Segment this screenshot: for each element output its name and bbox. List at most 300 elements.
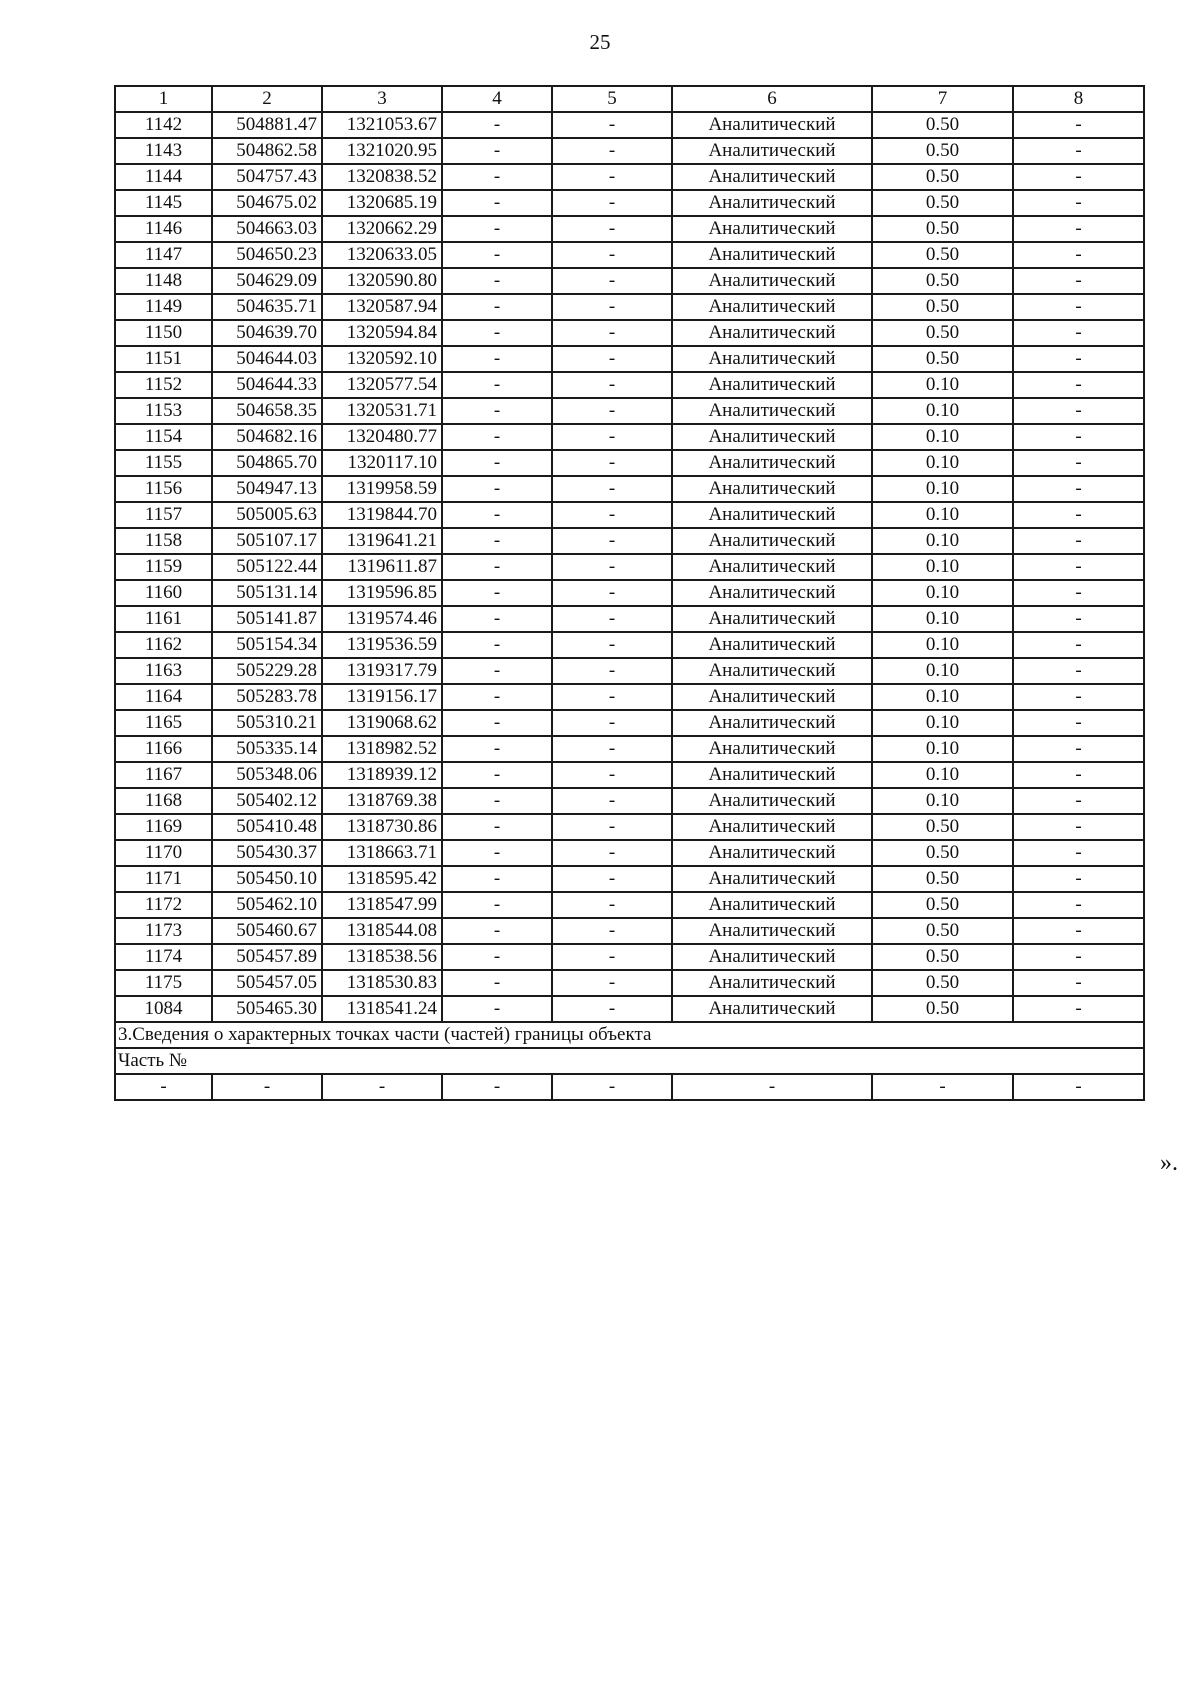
- table-row: [115, 398, 1144, 424]
- table-cell-col-4: -: [442, 216, 552, 242]
- table-cell-col-3: 1320633.05: [322, 242, 442, 268]
- table-cell-col-4: -: [442, 580, 552, 606]
- table-cell-col-7: 0.10: [872, 658, 1013, 684]
- table-cell-col-4: -: [442, 554, 552, 580]
- empty-cell-col-3: -: [322, 1074, 442, 1100]
- table-cell-col-2: 505450.10: [212, 866, 322, 892]
- table-cell-col-7: 0.10: [872, 788, 1013, 814]
- table-cell-col-1: 1156: [115, 476, 212, 502]
- section-title: 3.Сведения о характерных точках части (частей) границы объекта: [115, 1022, 1144, 1048]
- table-cell-col-8: -: [1013, 320, 1144, 346]
- table-cell-col-6: Аналитический: [672, 528, 872, 554]
- table-cell-col-7: 0.50: [872, 970, 1013, 996]
- column-header-1: 1: [115, 86, 212, 112]
- table-row: [115, 268, 1144, 294]
- table-row: [115, 658, 1144, 684]
- table-cell-col-8: -: [1013, 996, 1144, 1022]
- table-cell-col-2: 505141.87: [212, 606, 322, 632]
- table-cell-col-2: 504644.33: [212, 372, 322, 398]
- table-cell-col-1: 1164: [115, 684, 212, 710]
- table-cell-col-8: -: [1013, 866, 1144, 892]
- table-cell-col-3: 1318530.83: [322, 970, 442, 996]
- table-cell-col-6: Аналитический: [672, 866, 872, 892]
- header-row: [115, 86, 1144, 112]
- table-cell-col-7: 0.50: [872, 944, 1013, 970]
- table-cell-col-1: 1142: [115, 112, 212, 138]
- table-cell-col-3: 1319068.62: [322, 710, 442, 736]
- table-cell-col-4: -: [442, 944, 552, 970]
- table-cell-col-4: -: [442, 398, 552, 424]
- table-cell-col-2: 505462.10: [212, 892, 322, 918]
- table-cell-col-3: 1318541.24: [322, 996, 442, 1022]
- table-cell-col-6: Аналитический: [672, 632, 872, 658]
- table-cell-col-1: 1084: [115, 996, 212, 1022]
- table-row: [115, 918, 1144, 944]
- table-cell-col-1: 1143: [115, 138, 212, 164]
- table-cell-col-8: -: [1013, 346, 1144, 372]
- table-cell-col-1: 1169: [115, 814, 212, 840]
- table-row: [115, 242, 1144, 268]
- table-cell-col-8: -: [1013, 632, 1144, 658]
- table-cell-col-2: 505430.37: [212, 840, 322, 866]
- table-cell-col-3: 1318538.56: [322, 944, 442, 970]
- table-cell-col-6: Аналитический: [672, 450, 872, 476]
- table-cell-col-6: Аналитический: [672, 762, 872, 788]
- table-cell-col-7: 0.10: [872, 372, 1013, 398]
- table-cell-col-8: -: [1013, 684, 1144, 710]
- table-cell-col-4: -: [442, 684, 552, 710]
- table-cell-col-6: Аналитический: [672, 164, 872, 190]
- table-cell-col-4: -: [442, 736, 552, 762]
- table-header: [115, 86, 1144, 112]
- table-cell-col-5: -: [552, 632, 672, 658]
- table-cell-col-7: 0.10: [872, 450, 1013, 476]
- column-header-8: 8: [1013, 86, 1144, 112]
- table-cell-col-8: -: [1013, 112, 1144, 138]
- table-cell-col-1: 1155: [115, 450, 212, 476]
- table-cell-col-7: 0.10: [872, 398, 1013, 424]
- table-cell-col-8: -: [1013, 502, 1144, 528]
- table-cell-col-7: 0.10: [872, 424, 1013, 450]
- table-cell-col-6: Аналитический: [672, 346, 872, 372]
- table-row: [115, 580, 1144, 606]
- table-cell-col-6: Аналитический: [672, 372, 872, 398]
- table-cell-col-5: -: [552, 866, 672, 892]
- table-cell-col-1: 1149: [115, 294, 212, 320]
- table-cell-col-4: -: [442, 320, 552, 346]
- table-cell-col-5: -: [552, 970, 672, 996]
- table-row: [115, 216, 1144, 242]
- table-cell-col-8: -: [1013, 164, 1144, 190]
- boundary-points-table-wrapper: [114, 85, 1143, 1101]
- table-cell-col-5: -: [552, 892, 672, 918]
- table-cell-col-7: 0.50: [872, 996, 1013, 1022]
- empty-cell-col-8: -: [1013, 1074, 1144, 1100]
- table-cell-col-1: 1154: [115, 424, 212, 450]
- table-cell-col-3: 1318663.71: [322, 840, 442, 866]
- table-cell-col-7: 0.50: [872, 164, 1013, 190]
- table-cell-col-8: -: [1013, 138, 1144, 164]
- table-cell-col-6: Аналитический: [672, 112, 872, 138]
- table-cell-col-2: 505005.63: [212, 502, 322, 528]
- table-cell-col-6: Аналитический: [672, 268, 872, 294]
- table-cell-col-8: -: [1013, 788, 1144, 814]
- table-cell-col-1: 1172: [115, 892, 212, 918]
- table-cell-col-7: 0.50: [872, 294, 1013, 320]
- table-cell-col-1: 1162: [115, 632, 212, 658]
- section-title-row: [115, 1022, 1144, 1048]
- table-row: [115, 788, 1144, 814]
- table-cell-col-7: 0.10: [872, 632, 1013, 658]
- table-cell-col-5: -: [552, 580, 672, 606]
- table-cell-col-7: 0.10: [872, 736, 1013, 762]
- table-cell-col-7: 0.10: [872, 502, 1013, 528]
- table-row: [115, 372, 1144, 398]
- table-cell-col-5: -: [552, 164, 672, 190]
- table-cell-col-8: -: [1013, 840, 1144, 866]
- table-cell-col-3: 1320577.54: [322, 372, 442, 398]
- table-cell-col-2: 504644.03: [212, 346, 322, 372]
- table-cell-col-5: -: [552, 320, 672, 346]
- table-cell-col-3: 1320662.29: [322, 216, 442, 242]
- table-row: [115, 814, 1144, 840]
- table-cell-col-7: 0.50: [872, 190, 1013, 216]
- table-cell-col-2: 504881.47: [212, 112, 322, 138]
- table-cell-col-8: -: [1013, 294, 1144, 320]
- table-row: [115, 762, 1144, 788]
- table-cell-col-4: -: [442, 606, 552, 632]
- table-cell-col-2: 504682.16: [212, 424, 322, 450]
- table-cell-col-2: 504629.09: [212, 268, 322, 294]
- table-row: [115, 294, 1144, 320]
- table-cell-col-6: Аналитический: [672, 996, 872, 1022]
- table-cell-col-8: -: [1013, 710, 1144, 736]
- table-cell-col-2: 504650.23: [212, 242, 322, 268]
- table-cell-col-7: 0.10: [872, 476, 1013, 502]
- table-cell-col-7: 0.10: [872, 606, 1013, 632]
- table-cell-col-3: 1319641.21: [322, 528, 442, 554]
- table-cell-col-4: -: [442, 710, 552, 736]
- table-cell-col-3: 1319317.79: [322, 658, 442, 684]
- empty-part-row: [115, 1074, 1144, 1100]
- table-row: [115, 112, 1144, 138]
- table-cell-col-3: 1320531.71: [322, 398, 442, 424]
- table-cell-col-4: -: [442, 190, 552, 216]
- empty-cell-col-1: -: [115, 1074, 212, 1100]
- table-cell-col-6: Аналитический: [672, 398, 872, 424]
- table-row: [115, 502, 1144, 528]
- table-cell-col-7: 0.50: [872, 866, 1013, 892]
- table-cell-col-5: -: [552, 606, 672, 632]
- table-cell-col-4: -: [442, 788, 552, 814]
- table-cell-col-3: 1318595.42: [322, 866, 442, 892]
- table-cell-col-8: -: [1013, 190, 1144, 216]
- table-cell-col-2: 504947.13: [212, 476, 322, 502]
- table-cell-col-4: -: [442, 866, 552, 892]
- empty-cell-col-4: -: [442, 1074, 552, 1100]
- table-cell-col-5: -: [552, 944, 672, 970]
- table-cell-col-5: -: [552, 996, 672, 1022]
- table-cell-col-3: 1319536.59: [322, 632, 442, 658]
- table-cell-col-5: -: [552, 216, 672, 242]
- table-cell-col-5: -: [552, 840, 672, 866]
- table-cell-col-4: -: [442, 346, 552, 372]
- part-label-row: [115, 1048, 1144, 1074]
- table-cell-col-7: 0.50: [872, 892, 1013, 918]
- table-cell-col-1: 1158: [115, 528, 212, 554]
- boundary-points-table: [114, 85, 1145, 1101]
- table-cell-col-2: 505122.44: [212, 554, 322, 580]
- table-cell-col-6: Аналитический: [672, 502, 872, 528]
- table-cell-col-1: 1173: [115, 918, 212, 944]
- table-cell-col-6: Аналитический: [672, 736, 872, 762]
- table-cell-col-2: 505283.78: [212, 684, 322, 710]
- table-cell-col-7: 0.50: [872, 268, 1013, 294]
- column-header-7: 7: [872, 86, 1013, 112]
- table-cell-col-5: -: [552, 294, 672, 320]
- table-row: [115, 138, 1144, 164]
- table-cell-col-7: 0.10: [872, 528, 1013, 554]
- column-header-5: 5: [552, 86, 672, 112]
- part-label: Часть №: [115, 1048, 1144, 1074]
- table-cell-col-1: 1165: [115, 710, 212, 736]
- table-cell-col-2: 505107.17: [212, 528, 322, 554]
- table-cell-col-1: 1157: [115, 502, 212, 528]
- table-cell-col-5: -: [552, 242, 672, 268]
- table-cell-col-6: Аналитический: [672, 476, 872, 502]
- table-row: [115, 710, 1144, 736]
- table-cell-col-1: 1147: [115, 242, 212, 268]
- table-cell-col-4: -: [442, 450, 552, 476]
- table-cell-col-1: 1151: [115, 346, 212, 372]
- table-cell-col-1: 1171: [115, 866, 212, 892]
- table-row: [115, 346, 1144, 372]
- table-cell-col-4: -: [442, 918, 552, 944]
- table-cell-col-1: 1148: [115, 268, 212, 294]
- table-cell-col-2: 504865.70: [212, 450, 322, 476]
- table-cell-col-1: 1170: [115, 840, 212, 866]
- table-cell-col-4: -: [442, 294, 552, 320]
- table-cell-col-7: 0.10: [872, 710, 1013, 736]
- column-header-4: 4: [442, 86, 552, 112]
- table-cell-col-8: -: [1013, 736, 1144, 762]
- table-cell-col-8: -: [1013, 242, 1144, 268]
- table-cell-col-3: 1321020.95: [322, 138, 442, 164]
- table-cell-col-5: -: [552, 476, 672, 502]
- table-cell-col-8: -: [1013, 554, 1144, 580]
- table-cell-col-3: 1318982.52: [322, 736, 442, 762]
- table-body: [115, 112, 1144, 1022]
- table-cell-col-8: -: [1013, 216, 1144, 242]
- table-cell-col-1: 1146: [115, 216, 212, 242]
- table-cell-col-2: 504757.43: [212, 164, 322, 190]
- table-cell-col-7: 0.50: [872, 138, 1013, 164]
- table-cell-col-3: 1320587.94: [322, 294, 442, 320]
- table-cell-col-7: 0.50: [872, 216, 1013, 242]
- table-cell-col-8: -: [1013, 476, 1144, 502]
- table-cell-col-3: 1319958.59: [322, 476, 442, 502]
- table-cell-col-5: -: [552, 138, 672, 164]
- table-cell-col-7: 0.10: [872, 580, 1013, 606]
- table-cell-col-2: 505460.67: [212, 918, 322, 944]
- table-cell-col-3: 1319156.17: [322, 684, 442, 710]
- column-header-6: 6: [672, 86, 872, 112]
- table-cell-col-8: -: [1013, 424, 1144, 450]
- parts-section: [115, 1022, 1144, 1100]
- table-row: [115, 450, 1144, 476]
- table-cell-col-4: -: [442, 164, 552, 190]
- table-cell-col-3: 1318547.99: [322, 892, 442, 918]
- table-cell-col-2: 505457.05: [212, 970, 322, 996]
- table-cell-col-5: -: [552, 502, 672, 528]
- table-cell-col-6: Аналитический: [672, 944, 872, 970]
- table-cell-col-6: Аналитический: [672, 190, 872, 216]
- table-cell-col-3: 1320592.10: [322, 346, 442, 372]
- table-cell-col-5: -: [552, 398, 672, 424]
- table-cell-col-2: 504862.58: [212, 138, 322, 164]
- column-header-3: 3: [322, 86, 442, 112]
- empty-cell-col-7: -: [872, 1074, 1013, 1100]
- table-cell-col-8: -: [1013, 606, 1144, 632]
- table-cell-col-8: -: [1013, 528, 1144, 554]
- table-cell-col-4: -: [442, 424, 552, 450]
- table-cell-col-3: 1320480.77: [322, 424, 442, 450]
- table-cell-col-7: 0.50: [872, 346, 1013, 372]
- table-cell-col-7: 0.50: [872, 320, 1013, 346]
- table-cell-col-1: 1150: [115, 320, 212, 346]
- table-cell-col-5: -: [552, 814, 672, 840]
- table-row: [115, 840, 1144, 866]
- table-cell-col-2: 505229.28: [212, 658, 322, 684]
- table-cell-col-4: -: [442, 970, 552, 996]
- table-cell-col-4: -: [442, 502, 552, 528]
- table-cell-col-4: -: [442, 658, 552, 684]
- table-row: [115, 164, 1144, 190]
- table-cell-col-2: 504658.35: [212, 398, 322, 424]
- table-cell-col-5: -: [552, 372, 672, 398]
- table-cell-col-8: -: [1013, 268, 1144, 294]
- table-cell-col-1: 1166: [115, 736, 212, 762]
- table-cell-col-4: -: [442, 996, 552, 1022]
- table-cell-col-2: 505457.89: [212, 944, 322, 970]
- table-cell-col-3: 1318544.08: [322, 918, 442, 944]
- table-cell-col-3: 1320117.10: [322, 450, 442, 476]
- table-cell-col-7: 0.50: [872, 840, 1013, 866]
- table-row: [115, 996, 1144, 1022]
- table-cell-col-4: -: [442, 892, 552, 918]
- table-cell-col-6: Аналитический: [672, 216, 872, 242]
- table-cell-col-8: -: [1013, 762, 1144, 788]
- table-cell-col-6: Аналитический: [672, 554, 872, 580]
- table-cell-col-2: 505131.14: [212, 580, 322, 606]
- table-cell-col-6: Аналитический: [672, 918, 872, 944]
- table-cell-col-5: -: [552, 528, 672, 554]
- table-cell-col-5: -: [552, 762, 672, 788]
- table-cell-col-2: 504635.71: [212, 294, 322, 320]
- table-cell-col-4: -: [442, 138, 552, 164]
- table-cell-col-7: 0.10: [872, 554, 1013, 580]
- table-cell-col-6: Аналитический: [672, 580, 872, 606]
- table-cell-col-1: 1160: [115, 580, 212, 606]
- table-cell-col-6: Аналитический: [672, 684, 872, 710]
- table-cell-col-6: Аналитический: [672, 658, 872, 684]
- table-cell-col-5: -: [552, 658, 672, 684]
- table-cell-col-6: Аналитический: [672, 814, 872, 840]
- table-cell-col-6: Аналитический: [672, 788, 872, 814]
- table-cell-col-8: -: [1013, 398, 1144, 424]
- table-cell-col-4: -: [442, 528, 552, 554]
- table-cell-col-8: -: [1013, 580, 1144, 606]
- table-cell-col-6: Аналитический: [672, 606, 872, 632]
- table-cell-col-1: 1159: [115, 554, 212, 580]
- table-cell-col-5: -: [552, 554, 672, 580]
- table-cell-col-4: -: [442, 242, 552, 268]
- table-cell-col-1: 1145: [115, 190, 212, 216]
- table-cell-col-4: -: [442, 112, 552, 138]
- table-cell-col-2: 505310.21: [212, 710, 322, 736]
- table-cell-col-6: Аналитический: [672, 138, 872, 164]
- table-cell-col-1: 1163: [115, 658, 212, 684]
- table-cell-col-2: 505348.06: [212, 762, 322, 788]
- table-cell-col-4: -: [442, 632, 552, 658]
- table-cell-col-7: 0.50: [872, 814, 1013, 840]
- table-cell-col-1: 1175: [115, 970, 212, 996]
- table-row: [115, 892, 1144, 918]
- table-row: [115, 606, 1144, 632]
- table-cell-col-4: -: [442, 762, 552, 788]
- table-cell-col-2: 505410.48: [212, 814, 322, 840]
- table-cell-col-3: 1318939.12: [322, 762, 442, 788]
- table-cell-col-8: -: [1013, 450, 1144, 476]
- table-cell-col-5: -: [552, 710, 672, 736]
- table-row: [115, 944, 1144, 970]
- table-cell-col-5: -: [552, 346, 672, 372]
- table-cell-col-1: 1152: [115, 372, 212, 398]
- closing-quote-mark: ».: [1160, 1150, 1178, 1176]
- table-row: [115, 320, 1144, 346]
- table-cell-col-4: -: [442, 840, 552, 866]
- table-cell-col-1: 1144: [115, 164, 212, 190]
- table-cell-col-3: 1319596.85: [322, 580, 442, 606]
- table-cell-col-2: 505402.12: [212, 788, 322, 814]
- table-cell-col-4: -: [442, 476, 552, 502]
- table-cell-col-8: -: [1013, 658, 1144, 684]
- table-cell-col-7: 0.50: [872, 918, 1013, 944]
- table-row: [115, 424, 1144, 450]
- table-row: [115, 866, 1144, 892]
- table-cell-col-7: 0.50: [872, 242, 1013, 268]
- table-row: [115, 736, 1144, 762]
- table-cell-col-8: -: [1013, 814, 1144, 840]
- table-cell-col-3: 1320838.52: [322, 164, 442, 190]
- table-cell-col-6: Аналитический: [672, 424, 872, 450]
- table-row: [115, 684, 1144, 710]
- table-row: [115, 528, 1144, 554]
- table-cell-col-4: -: [442, 814, 552, 840]
- table-row: [115, 476, 1144, 502]
- page-number: 25: [589, 30, 611, 54]
- table-cell-col-5: -: [552, 190, 672, 216]
- table-cell-col-6: Аналитический: [672, 242, 872, 268]
- table-cell-col-3: 1319844.70: [322, 502, 442, 528]
- table-cell-col-5: -: [552, 450, 672, 476]
- table-cell-col-3: 1321053.67: [322, 112, 442, 138]
- table-cell-col-3: 1320594.84: [322, 320, 442, 346]
- table-cell-col-3: 1320685.19: [322, 190, 442, 216]
- table-cell-col-8: -: [1013, 372, 1144, 398]
- table-cell-col-3: 1318769.38: [322, 788, 442, 814]
- table-cell-col-1: 1161: [115, 606, 212, 632]
